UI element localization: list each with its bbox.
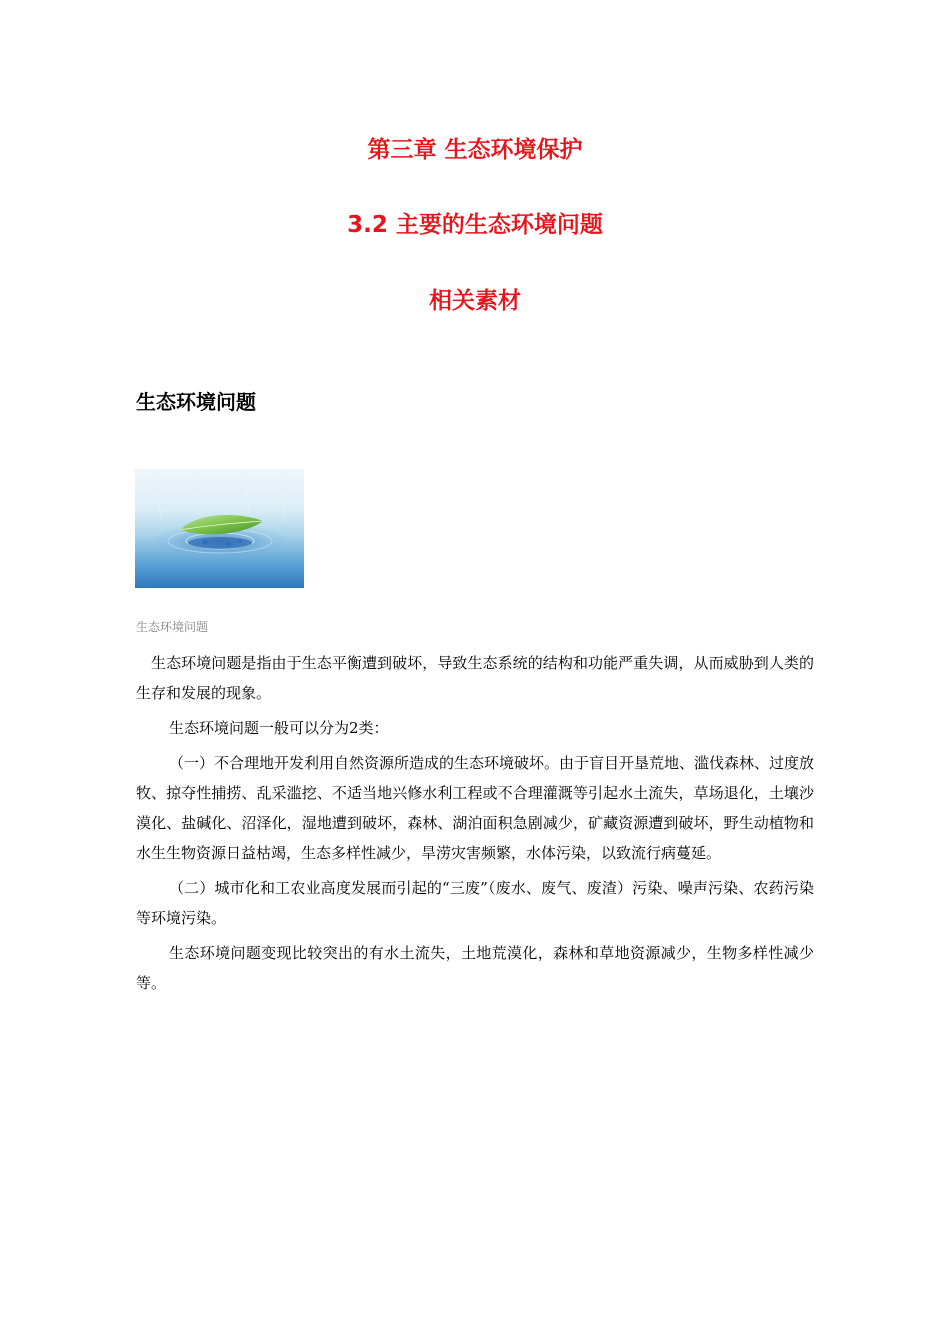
subsection-title: 相关素材 <box>429 288 521 314</box>
paragraph-type-one: （一）不合理地开发利用自然资源所造成的生态环境破坏。由于盲目开垦荒地、滥伐森林、过度放牧、掠夺性捕捞、乱采滥挖、不适当地兴修水利工程或不合理灌溉等引起水土流失，草场退化，土壤沙漠化、盐碱化、沼泽化，湿地遭到破坏，森林、湖泊面积急剧减少，矿藏资源遭到破坏，野生动植物和水生生物资源日益枯竭，生态多样性减少，旱涝灾害频繁，水体污染，以致流行病蔓延。 <box>136 754 815 862</box>
body-text <box>136 648 814 1003</box>
leaf-on-water-image <box>135 469 304 588</box>
paragraph-type-two: （二）城市化和工农业高度发展而引起的“三废”（废水、废气、废渣）污染、噪声污染、农药污染等环境污染。 <box>136 879 814 927</box>
chapter-title: 第三章 生态环境保护 <box>367 137 583 163</box>
paragraph-definition: 生态环境问题是指由于生态平衡遭到破坏，导致生态系统的结构和功能严重失调，从而威胁到人类的生存和发展的现象。 <box>136 654 814 702</box>
paragraph-classification: 生态环境问题一般可以分为2类： <box>169 719 389 737</box>
figure-caption: 生态环境问题 <box>136 620 209 634</box>
paragraph-summary: 生态环境问题变现比较突出的有水土流失，土地荒漠化，森林和草地资源减少，生物多样性减少等。 <box>136 944 814 992</box>
section-title: 3.2 主要的生态环境问题 <box>347 212 603 238</box>
section-heading: 生态环境问题 <box>136 390 256 414</box>
